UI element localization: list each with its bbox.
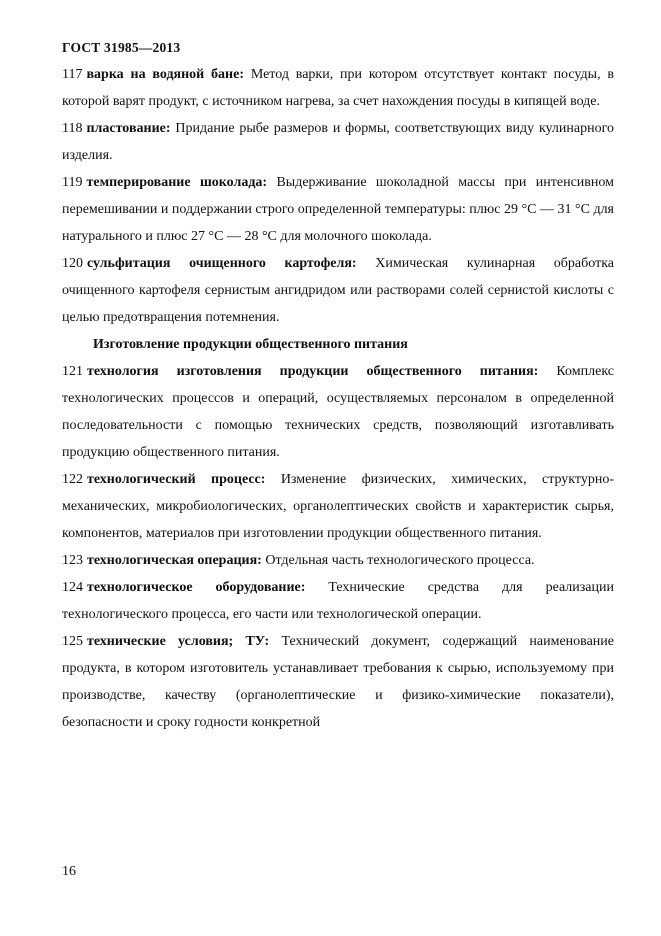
entry-number: 122 [62, 472, 83, 487]
definition-entry [62, 61, 614, 115]
entry-definition: Технические средства для реализации технологического процесса, его части или технологической операции. [62, 580, 614, 622]
definition-entry [62, 115, 614, 169]
definition-entry [62, 628, 614, 736]
entry-definition: Выдерживание шоколадной массы при интенсивном перемешивании и поддержании строго определенной температуры: плюс 29 °С — 31 °С для натурального и плюс 27 °С — 28 °С для молочного шоколада. [62, 175, 614, 244]
entry-number: 120 [62, 256, 83, 271]
document-body [62, 61, 614, 736]
definition-entry [62, 358, 614, 466]
entry-number: 123 [62, 553, 83, 568]
definition-entry [62, 169, 614, 250]
section-heading: Изготовление продукции общественного питания [93, 337, 408, 352]
entry-definition: Изменение физических, химических, структурно-механических, микробиологических, органолептических свойств и характеристик сырья, компонентов, материалов при изготовлении продукции общественного питания. [62, 472, 615, 541]
entry-definition: Технический документ, содержащий наименование продукта, в котором изготовитель устанавливает требования к сырью, используемому при производстве, качеству (органолептические и физико-химические показатели), безопасности и сроку годности конкретной [62, 634, 614, 730]
document-code: ГОСТ 31985—2013 [62, 40, 181, 55]
entry-definition: Химическая кулинарная обработка очищенного картофеля сернистым ангидридом или растворами солей сернистой кислоты с целью предотвращения потемнения. [62, 256, 615, 325]
entry-definition: Придание рыбе размеров и формы, соответствующих виду кулинарного изделия. [62, 121, 614, 163]
definition-entry [62, 250, 614, 331]
entry-number: 117 [62, 67, 83, 82]
entry-number: 121 [62, 364, 83, 379]
page-number: 16 [62, 864, 76, 879]
entry-term: технические условия; ТУ: [87, 634, 270, 649]
entry-definition: Комплекс технологических процессов и операций, осуществляемых персоналом в определенной последовательности с помощью технических средств, позволяющий изготавливать продукцию общественного питания. [62, 364, 614, 460]
entry-term: технологический процесс: [87, 472, 266, 487]
definition-entry [62, 574, 614, 628]
entry-term: пластование: [86, 121, 171, 136]
entry-term: технология изготовления продукции общественного питания: [87, 364, 539, 379]
entries-group-b [62, 358, 614, 736]
entries-group-a [62, 61, 614, 331]
definition-entry [62, 466, 614, 547]
entry-term: технологическая операция: [87, 553, 262, 568]
entry-number: 125 [62, 634, 83, 649]
entry-number: 118 [62, 121, 83, 136]
entry-term: технологическое оборудование: [87, 580, 306, 595]
entry-number: 124 [62, 580, 83, 595]
entry-number: 119 [62, 175, 83, 190]
definition-entry [62, 547, 614, 574]
entry-term: темперирование шоколада: [86, 175, 268, 190]
entry-definition: Метод варки, при котором отсутствует контакт посуды, в которой варят продукт, с источником нагрева, за счет нахождения посуды в кипящей воде. [62, 67, 615, 109]
entry-term: сульфитация очищенного картофеля: [87, 256, 357, 271]
entry-term: варка на водяной бане: [86, 67, 244, 82]
entry-definition: Отдельная часть технологического процесса. [265, 553, 535, 568]
